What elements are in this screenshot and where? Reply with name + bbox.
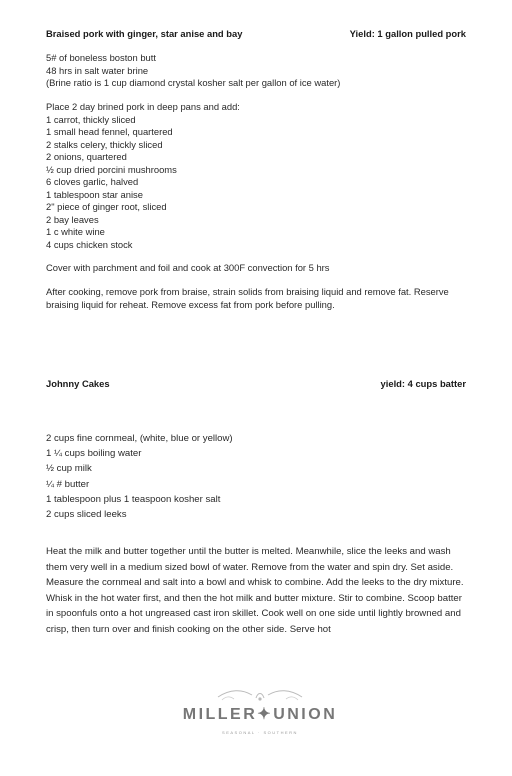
ingredient-line: 2 cups sliced leeks	[46, 509, 127, 521]
ingredient-line: ¼ # butter	[46, 478, 90, 490]
ingredient-line: 2 bay leaves	[46, 213, 99, 225]
logo-flourish-icon	[160, 686, 360, 704]
recipe2-method: Heat the milk and butter together until the butter is melted. Meanwhile, slice the leeks and wash them very well in a medium sized bowl of water. Remove from the water and spin dry. Set aside. Measure the cornmeal and salt into a bowl and whisk to combine. Add the leeks to the dry mixture. Whisk in the hot water first, and then the hot milk and butter mixture. Stir to combine. Scoop batter in spoonfuls onto a hot ungreased cast iron skillet. Cook well on one side until lightly browned and crisp, then turn over and finish cooking on the other side. Serve hot	[46, 546, 464, 635]
intro-line: 48 hrs in salt water brine	[46, 64, 149, 76]
recipe1-yield: Yield: 1 gallon pulled pork	[349, 28, 466, 39]
ingredient-line: 6 cloves garlic, halved	[46, 176, 139, 187]
recipe2-header	[46, 378, 466, 389]
recipe1-header	[46, 28, 466, 39]
ingredient-line: 1 carrot, thickly sliced	[46, 113, 136, 125]
recipe1-ingredients	[46, 101, 466, 251]
ingredient-line: 2 cups fine cornmeal, (white, blue or yellow)	[46, 433, 233, 444]
recipe1-step-finish: After cooking, remove pork from braise, strain solids from braising liquid and remove fat. Reserve braising liquid for reheat. Remove excess fat from pork before pulling.	[46, 286, 449, 310]
ingredient-line: Place 2 day brined pork in deep pans and add:	[46, 101, 240, 112]
logo-wordmark: MILLER✦UNION	[182, 706, 338, 723]
ingredient-line: ½ cup dried porcini mushrooms	[46, 163, 177, 175]
intro-line: (Brine ratio is 1 cup diamond crystal kosher salt per gallon of ice water)	[46, 77, 341, 88]
recipe2-title: Johnny Cakes	[46, 378, 110, 389]
logo-tagline: SEASONAL · SOUTHERN	[222, 730, 298, 735]
recipe2-ingredients	[46, 431, 466, 522]
ingredient-line: 2" piece of ginger root, sliced	[46, 201, 167, 212]
ingredient-line: ½ cup milk	[46, 463, 92, 475]
recipe1-step-cook	[46, 262, 466, 275]
ingredient-line: 1 small head fennel, quartered	[46, 126, 173, 137]
recipe2-yield: yield: 4 cups batter	[380, 378, 466, 389]
ingredient-line: 2 onions, quartered	[46, 151, 127, 162]
ingredient-line: 1 tablespoon star anise	[46, 188, 143, 200]
ingredient-line: 1 tablespoon plus 1 teaspoon kosher salt	[46, 493, 221, 505]
miller-union-logo	[160, 686, 360, 756]
ingredient-line: 2 stalks celery, thickly sliced	[46, 138, 163, 150]
ingredient-line: 1 ¼ cups boiling water	[46, 448, 142, 460]
ingredient-line: 4 cups chicken stock	[46, 238, 133, 250]
step-text: Cover with parchment and foil and cook at 300F convection for 5 hrs	[46, 262, 330, 273]
recipe1-intro	[46, 52, 466, 90]
intro-line: 5# of boneless boston butt	[46, 52, 156, 63]
ingredient-line: 1 c white wine	[46, 226, 105, 237]
recipe1-title: Braised pork with ginger, star anise and bay	[46, 28, 243, 39]
